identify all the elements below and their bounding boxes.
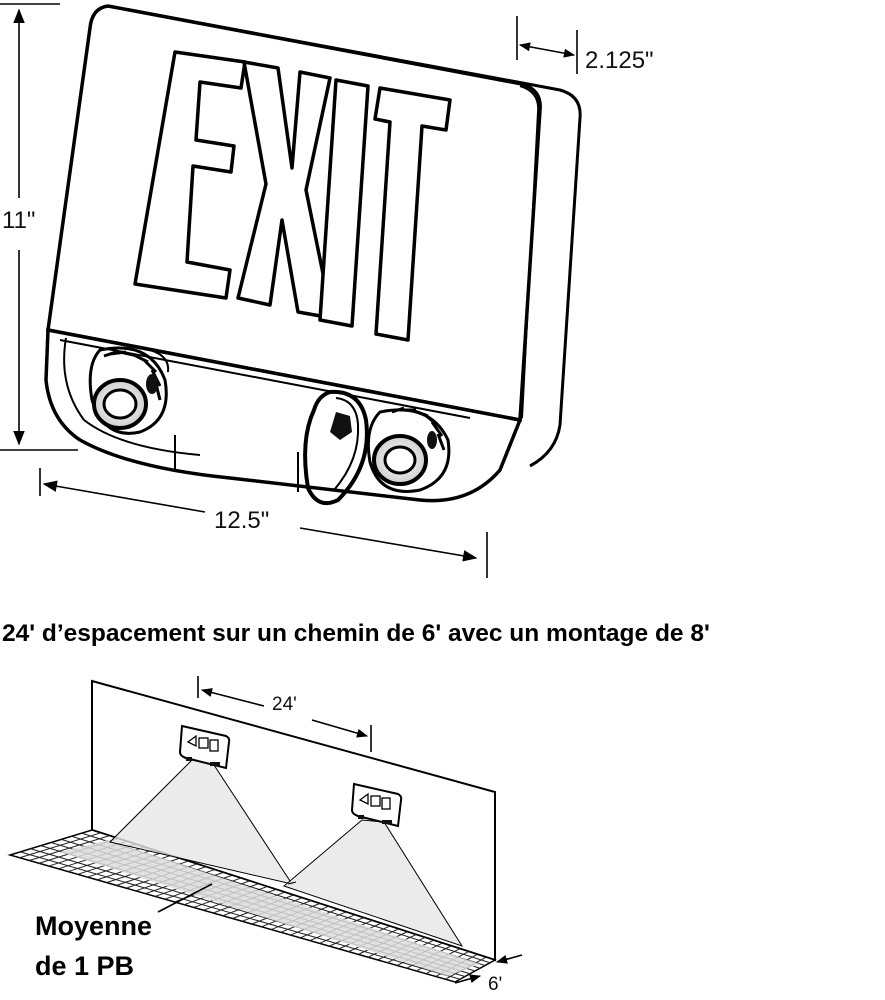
dimension-depth [517, 16, 577, 74]
exit-sign-mini-1 [180, 726, 229, 768]
lamp-head-left [90, 348, 168, 433]
dim-width-label: 12.5" [214, 507, 270, 534]
spacing-title: 24' d’espacement sur un chemin de 6' avec un montage de 8' [2, 620, 710, 647]
dim-spacing-label: 24' [272, 694, 297, 715]
legend-line-1: Moyenne [35, 911, 153, 941]
exit-sign-mini-2 [352, 784, 401, 826]
speaker-grille-icon [330, 412, 352, 440]
exit-letters [135, 52, 450, 340]
legend-line-2: de 1 PB [35, 951, 135, 981]
spacing-scene [10, 676, 522, 995]
dim-depth-label: 2.125" [585, 47, 654, 74]
lamp-head-right [305, 392, 449, 503]
dim-height-label: 11" [2, 207, 36, 234]
exit-fixture [0, 4, 654, 578]
dim-path-label: 6' [488, 974, 503, 995]
